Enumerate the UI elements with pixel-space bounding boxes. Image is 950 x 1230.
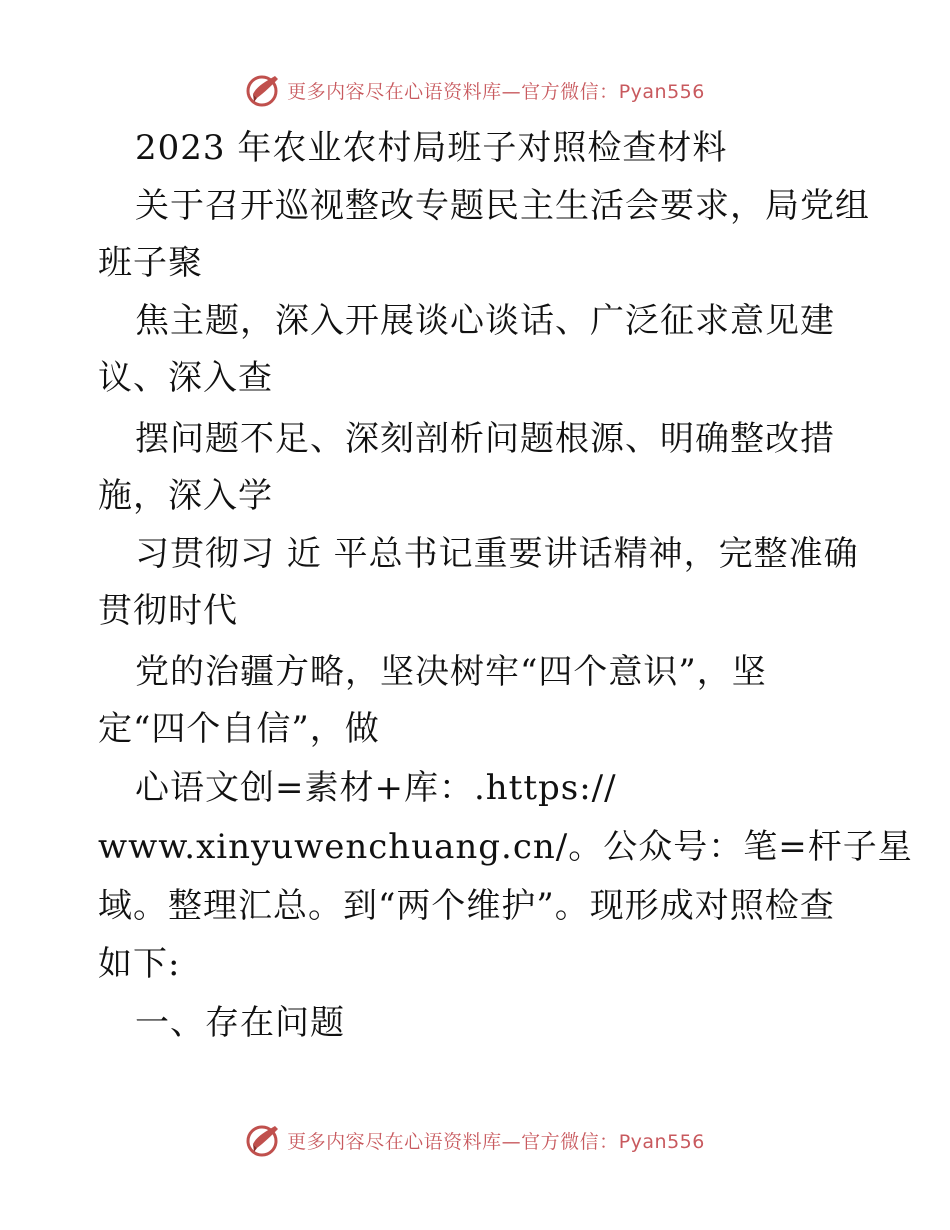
section-heading: 一、存在问题 [135,1003,345,1043]
pen-logo-icon [245,1122,281,1158]
paragraph-line: 施，深入学 [98,476,273,516]
paragraph-line: 关于召开巡视整改专题民主生活会要求，局党组 [135,186,870,226]
watermark-text: 更多内容尽在心语资料库—官方微信：Pyan556 [287,1130,705,1153]
paragraph-line: 域。整理汇总。到“两个维护”。现形成对照检查 [98,886,835,926]
watermark-text: 更多内容尽在心语资料库—官方微信：Pyan556 [287,80,705,103]
paragraph-line: www.xinyuwenchuang.cn/。公众号：笔=杆子星 [98,827,913,867]
document-title: 2023 年农业农村局班子对照检查材料 [135,128,728,168]
paragraph-line: 定“四个自信”，做 [98,709,380,749]
paragraph-line: 党的治疆方略，坚决树牢“四个意识”，坚 [135,652,767,692]
paragraph-line: 焦主题，深入开展谈心谈话、广泛征求意见建 [135,301,835,341]
paragraph-line: 摆问题不足、深刻剖析问题根源、明确整改措 [135,419,835,459]
paragraph-line: 习贯彻习 近 平总书记重要讲话精神，完整准确 [135,534,859,574]
watermark-banner-bottom [0,1118,950,1162]
paragraph-line: 心语文创=素材+库：.https:// [135,768,617,808]
paragraph-line: 贯彻时代 [98,591,238,631]
paragraph-line: 如下: [98,944,181,984]
paragraph-line: 班子聚 [98,243,203,283]
paragraph-line: 议、深入查 [98,358,273,398]
